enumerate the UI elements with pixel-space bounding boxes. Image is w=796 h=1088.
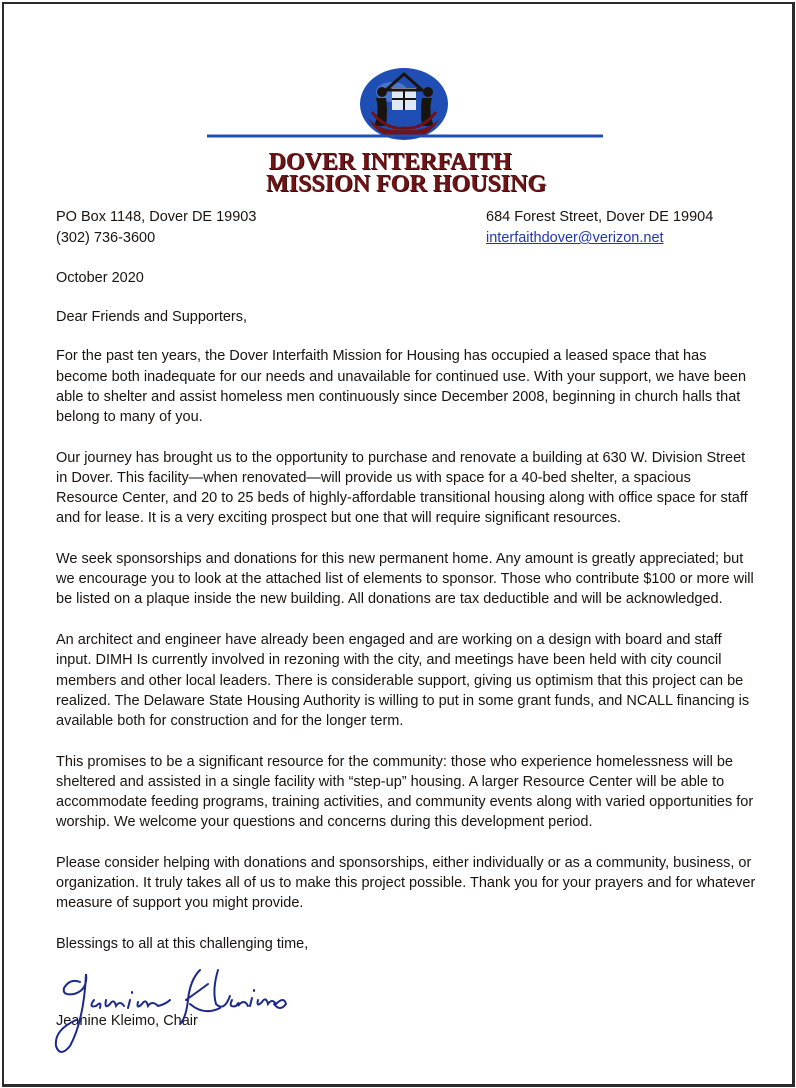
- logo-emblem: [0, 0, 796, 150]
- salutation: Dear Friends and Supporters,: [56, 309, 248, 326]
- letter-body: [56, 268, 756, 975]
- email-link[interactable]: interfaithdover@verizon.net: [486, 230, 664, 246]
- closing-line: Blessings to all at this challenging time,: [56, 936, 309, 953]
- po-box-address: PO Box 1148, Dover DE 19903: [56, 209, 257, 225]
- globe-icon: [360, 68, 448, 140]
- mailing-address-block: [56, 207, 256, 249]
- paragraph: Our journey has brought us to the opportunity to purchase and renovate a building at 630 W. Division Street in Dover. This facility—when renovated—will provide us with space for a 40-bed shelter, a spacious Resource Center, and 20 to 25 beds of highly-affordable transitional housing along with office space for staff and for lease. It is a very exciting prospect but one that will require significant resources.: [56, 449, 748, 527]
- letter-date: October 2020: [56, 270, 144, 286]
- org-name-line1: DOVER INTERFAITH: [268, 149, 512, 175]
- paragraph: Please consider helping with donations and sponsorships, either individually or as a community, business, or organization. It truly takes all of us to make this project possible. Thank you for your prayers and for whatever measure of support you might provide.: [56, 854, 756, 912]
- signature: [40, 960, 300, 1060]
- org-name-line2: MISSION FOR HOUSING: [265, 171, 547, 197]
- paragraph: For the past ten years, the Dover Interfaith Mission for Housing has occupied a leased space that has become both inadequate for our needs and unavailable for continued use. With your support, we have been able to shelter and assist homeless men continuously since December 2008, beginning in church halls that belong to many of you.: [56, 348, 747, 426]
- paragraph: This promises to be a significant resource for the community: those who experience homelessness will be sheltered and assisted in a single facility with “step-up” housing. A larger Resource Center will be able to accommodate feeding programs, training activities, and community events along with varied opportunities for worship. We welcome your questions and concerns during this development period.: [56, 753, 754, 831]
- paragraph: An architect and engineer have already been engaged and are working on a design with board and staff input. DIMH Is currently involved in rezoning with the city, and meetings have been held with city council members and other local leaders. There is considerable support, giving us optimism that this project can be realized. The Delaware State Housing Authority is willing to put in some grant funds, and NCALL financing is available both for construction and for the longer term.: [56, 632, 750, 729]
- paragraph: We seek sponsorships and donations for this new permanent home. Any amount is greatly appreciated; but we encourage you to look at the attached list of elements to sponsor. Those who contribute $100 or more will be listed on a plaque inside the new building. All donations are tax deductible and will be acknowledged.: [56, 551, 754, 608]
- phone-number: (302) 736-3600: [56, 230, 156, 246]
- street-address-block: [486, 207, 713, 249]
- signer-name: Jeanine Kleimo, Chair: [56, 1013, 198, 1029]
- street-address: 684 Forest Street, Dover DE 19904: [486, 209, 714, 225]
